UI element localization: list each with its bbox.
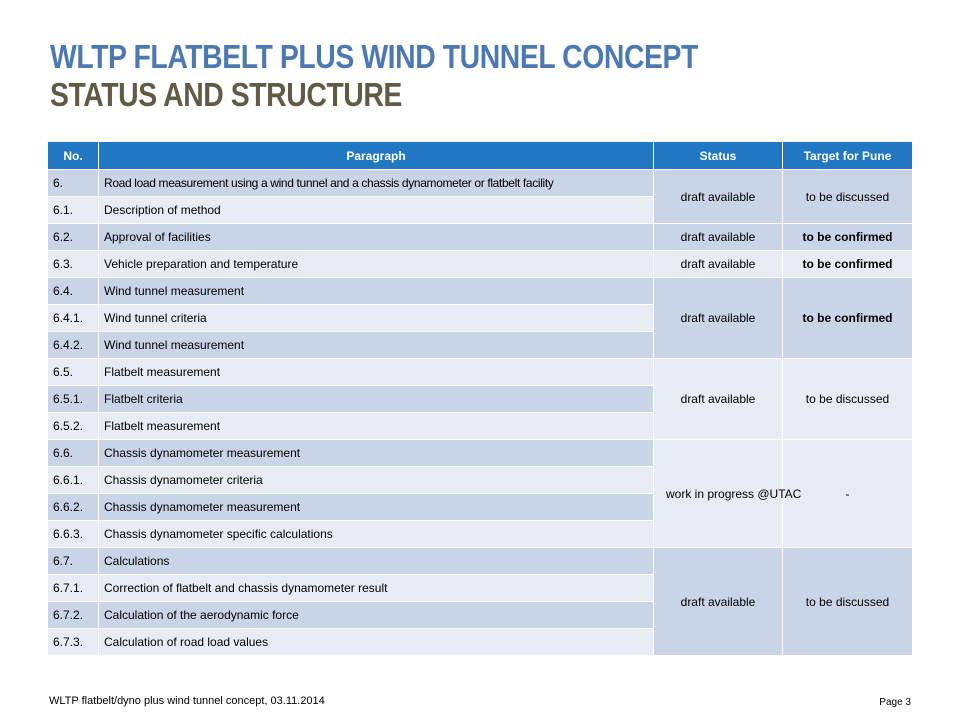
row-paragraph: Flatbelt measurement — [99, 413, 654, 440]
row-paragraph — [99, 170, 654, 197]
row-paragraph: Chassis dynamometer criteria — [99, 467, 654, 494]
row-number: 6.5.2. — [48, 413, 99, 440]
row-number: 6.6.3. — [48, 521, 99, 548]
header-target: Target for Pune — [783, 142, 913, 170]
status-cell: draft available — [654, 278, 783, 359]
target-cell: to be discussed — [783, 359, 913, 440]
table-row — [48, 251, 913, 278]
status-table — [47, 141, 913, 656]
row-paragraph-text: Road load measurement using a wind tunnel and a chassis dynamometer or flatbelt facility — [104, 176, 554, 190]
table-row — [48, 440, 913, 467]
header-paragraph: Paragraph — [99, 142, 654, 170]
row-number: 6.4.2. — [48, 332, 99, 359]
status-cell: draft available — [654, 548, 783, 656]
header-status: Status — [654, 142, 783, 170]
slide-title: WLTP FLATBELT PLUS WIND TUNNEL CONCEPT — [50, 38, 698, 75]
status-cell: draft available — [654, 359, 783, 440]
table-row — [48, 278, 913, 305]
target-cell: to be discussed — [783, 170, 913, 224]
footer-document-info: WLTP flatbelt/dyno plus wind tunnel concept, 03.11.2014 — [49, 695, 325, 707]
table-row — [48, 224, 913, 251]
row-number: 6.6. — [48, 440, 99, 467]
slide-subtitle: STATUS AND STRUCTURE — [50, 76, 402, 113]
row-number: 6.1. — [48, 197, 99, 224]
row-paragraph: Chassis dynamometer measurement — [99, 440, 654, 467]
row-number: 6.5. — [48, 359, 99, 386]
row-paragraph: Calculation of the aerodynamic force — [99, 602, 654, 629]
table-row — [48, 170, 913, 197]
row-paragraph: Flatbelt criteria — [99, 386, 654, 413]
row-number: 6.2. — [48, 224, 99, 251]
row-number: 6.7. — [48, 548, 99, 575]
row-paragraph: Wind tunnel measurement — [99, 332, 654, 359]
target-cell: to be confirmed — [783, 224, 913, 251]
row-number: 6.6.1. — [48, 467, 99, 494]
row-number: 6.7.2. — [48, 602, 99, 629]
row-number: 6.4.1. — [48, 305, 99, 332]
row-number: 6.3. — [48, 251, 99, 278]
row-paragraph: Flatbelt measurement — [99, 359, 654, 386]
row-number: 6.7.1. — [48, 575, 99, 602]
row-paragraph: Calculations — [99, 548, 654, 575]
row-paragraph: Wind tunnel criteria — [99, 305, 654, 332]
header-no: No. — [48, 142, 99, 170]
row-paragraph: Calculation of road load values — [99, 629, 654, 656]
status-cell: work in progress @UTAC — [654, 440, 783, 548]
row-paragraph: Vehicle preparation and temperature — [99, 251, 654, 278]
row-number: 6. — [48, 170, 99, 197]
target-cell: to be confirmed — [783, 278, 913, 359]
row-paragraph: Chassis dynamometer specific calculations — [99, 521, 654, 548]
status-cell: draft available — [654, 224, 783, 251]
target-cell: to be confirmed — [783, 251, 913, 278]
row-paragraph: Approval of facilities — [99, 224, 654, 251]
footer-page-number: Page 3 — [879, 697, 911, 708]
row-number: 6.5.1. — [48, 386, 99, 413]
status-cell: draft available — [654, 251, 783, 278]
status-cell: draft available — [654, 170, 783, 224]
row-number: 6.7.3. — [48, 629, 99, 656]
target-cell: - — [783, 440, 913, 548]
row-paragraph: Correction of flatbelt and chassis dynamometer result — [99, 575, 654, 602]
table-row — [48, 548, 913, 575]
row-paragraph: Chassis dynamometer measurement — [99, 494, 654, 521]
row-paragraph: Wind tunnel measurement — [99, 278, 654, 305]
table-header-row — [48, 142, 913, 170]
row-number: 6.6.2. — [48, 494, 99, 521]
table-row — [48, 359, 913, 386]
row-number: 6.4. — [48, 278, 99, 305]
row-paragraph: Description of method — [99, 197, 654, 224]
target-cell: to be discussed — [783, 548, 913, 656]
